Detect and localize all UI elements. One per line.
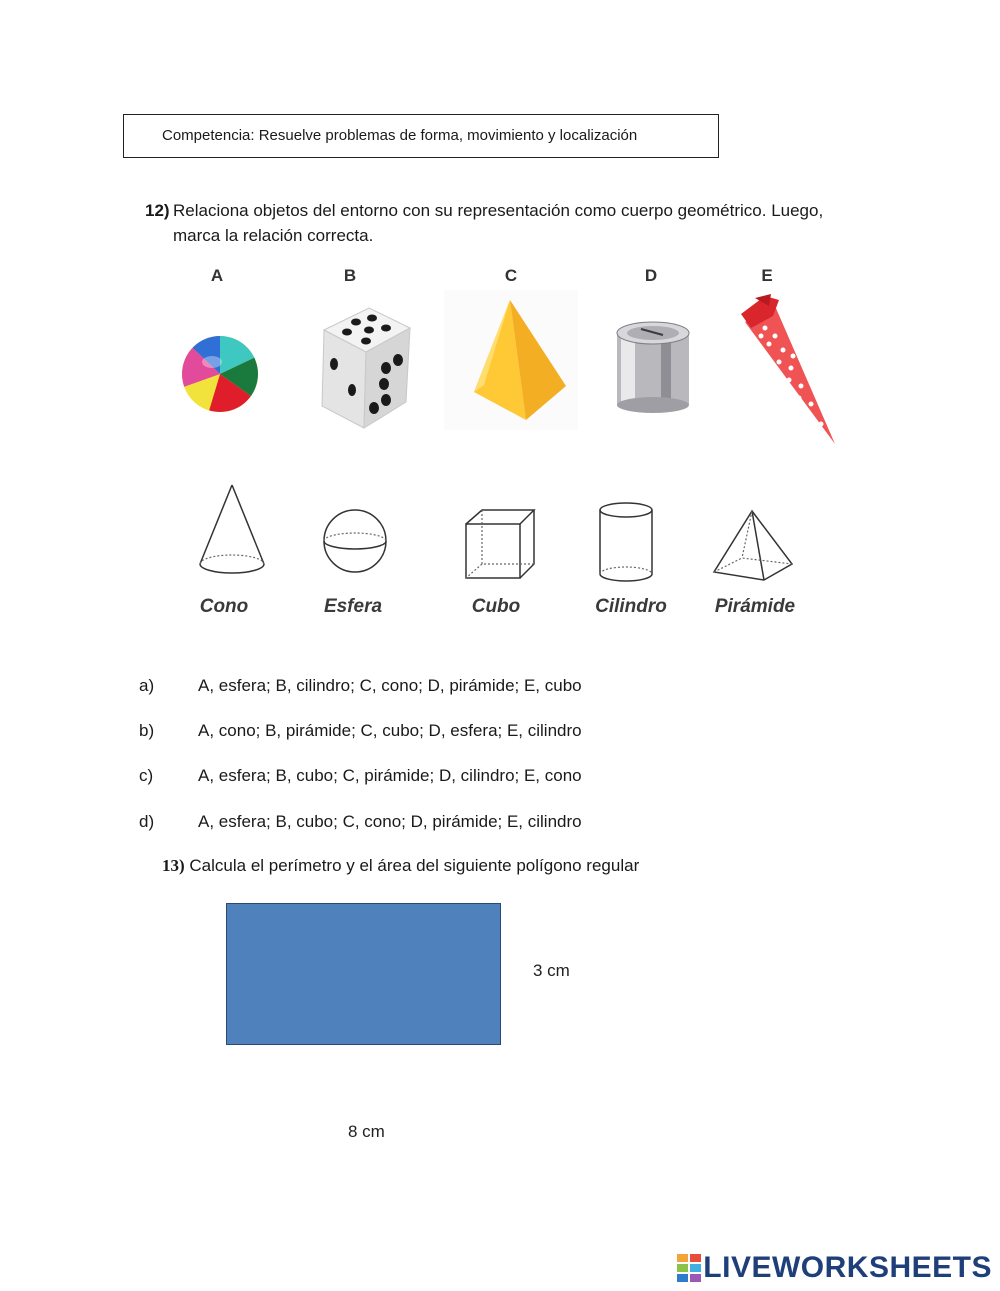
blue-rectangle — [226, 903, 501, 1045]
object-letter-a: A — [210, 266, 224, 285]
shape-label-piramide: Pirámide — [714, 596, 796, 617]
rectangle-width-label: 8 cm — [348, 1122, 385, 1141]
beach-ball-icon — [178, 334, 262, 414]
shape-label-cilindro: Cilindro — [595, 596, 667, 617]
object-letter-c: C — [504, 266, 518, 285]
polka-dot-cone-icon — [735, 292, 845, 448]
sphere-icon — [320, 506, 390, 576]
shape-label-esfera: Esfera — [323, 596, 383, 617]
option-d-letter[interactable]: d) — [139, 812, 155, 831]
shape-label-cono: Cono — [199, 596, 249, 617]
cone-icon — [196, 482, 268, 582]
dice-icon — [314, 302, 414, 432]
liveworksheets-logo — [677, 1251, 992, 1285]
option-b-letter[interactable]: b) — [139, 721, 155, 740]
liveworksheets-logo-text: LIVEWORKSHEETS — [703, 1251, 992, 1284]
cylinder-icon — [596, 500, 656, 586]
option-d-text[interactable]: A, esfera; B, cubo; C, cono; D, pirámide; E, cilindro — [198, 812, 582, 831]
pyramid-icon — [710, 508, 796, 584]
competencia-box — [123, 114, 719, 158]
shape-label-cubo: Cubo — [471, 596, 521, 617]
question-13 — [162, 856, 639, 876]
question-12-number: 12) — [145, 201, 170, 220]
option-a-letter[interactable]: a) — [139, 676, 155, 695]
object-letter-d: D — [644, 266, 658, 285]
option-a-text[interactable]: A, esfera; B, cilindro; C, cono; D, pirámide; E, cubo — [198, 676, 582, 695]
tin-can-icon — [613, 315, 693, 415]
question-13-text: Calcula el perímetro y el área del siguiente polígono regular — [189, 856, 640, 875]
liveworksheets-logo-icon — [677, 1254, 701, 1282]
object-letter-b: B — [343, 266, 357, 285]
question-12 — [145, 198, 885, 245]
yellow-pyramid-icon — [444, 290, 578, 430]
option-c-letter[interactable]: c) — [139, 766, 154, 785]
cube-icon — [462, 506, 538, 582]
option-c-text[interactable]: A, esfera; B, cubo; C, pirámide; D, cilindro; E, cono — [198, 766, 582, 785]
option-b-text[interactable]: A, cono; B, pirámide; C, cubo; D, esfera; E, cilindro — [198, 721, 582, 740]
rectangle-height-label: 3 cm — [533, 961, 570, 980]
question-12-text: Relaciona objetos del entorno con su representación como cuerpo geométrico. Luego, marca la relación correcta. — [173, 201, 824, 245]
question-13-number: 13) — [162, 856, 185, 875]
competencia-text: Competencia: Resuelve problemas de forma, movimiento y localización — [162, 127, 638, 144]
object-letter-e: E — [761, 266, 773, 285]
